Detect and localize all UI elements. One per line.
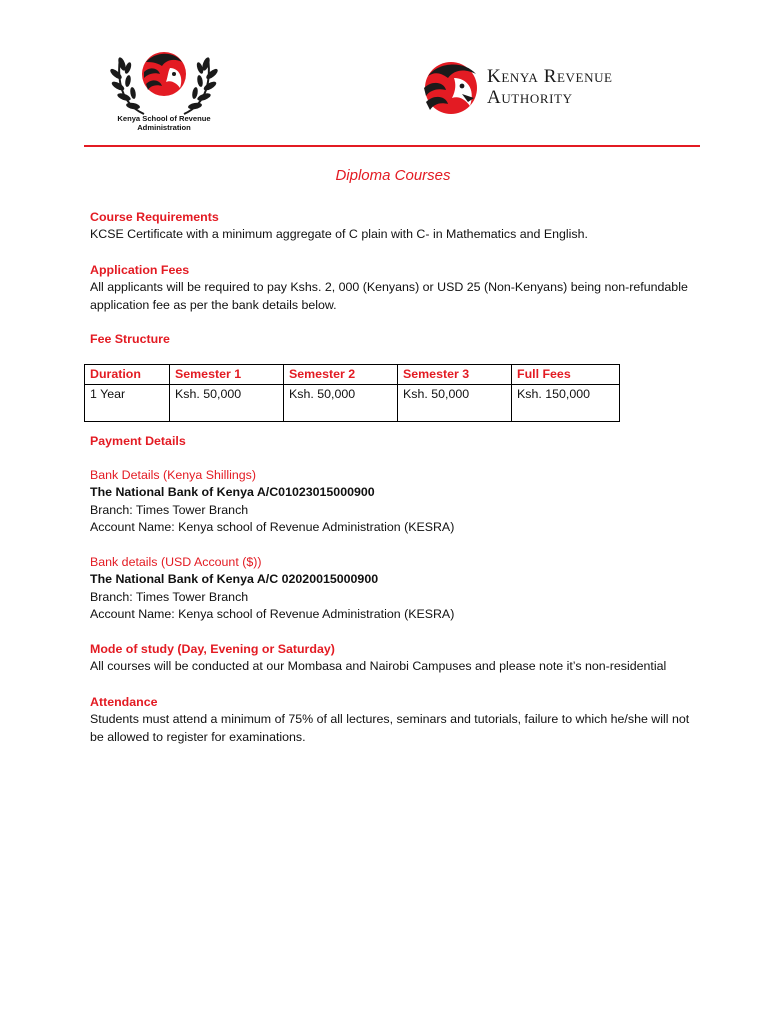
- kra-name-line1: Kenya Revenue: [487, 66, 613, 87]
- column-header: Semester 1: [170, 365, 284, 385]
- bank-usd-heading: Bank details (USD Account ($)): [90, 555, 262, 569]
- header-divider: [84, 145, 700, 147]
- application-fees-heading: Application Fees: [90, 263, 190, 277]
- fee-structure-heading: Fee Structure: [90, 332, 170, 346]
- table-row: [85, 385, 620, 422]
- course-requirements-heading: Course Requirements: [90, 210, 219, 224]
- mode-of-study-text: All courses will be conducted at our Mombasa and Nairobi Campuses and please note it’s non-residential: [90, 659, 667, 673]
- column-header: Semester 3: [398, 365, 512, 385]
- bank-usd-account-name: Account Name: Kenya school of Revenue Administration (KESRA): [90, 607, 455, 621]
- table-cell: Ksh. 50,000: [398, 385, 512, 422]
- bank-kes-account-name: Account Name: Kenya school of Revenue Administration (KESRA): [90, 520, 455, 534]
- bank-kes-branch: Branch: Times Tower Branch: [90, 503, 249, 517]
- bank-kes-heading: Bank Details (Kenya Shillings): [90, 468, 256, 482]
- table-cell: Ksh. 50,000: [284, 385, 398, 422]
- column-header: Duration: [85, 365, 170, 385]
- attendance-heading: Attendance: [90, 695, 158, 709]
- fee-structure-table: [84, 364, 620, 422]
- mode-of-study-heading: Mode of study (Day, Evening or Saturday): [90, 642, 335, 656]
- table-cell: Ksh. 50,000: [170, 385, 284, 422]
- kesra-logo-name: Kenya School of Revenue Administration: [117, 114, 211, 132]
- application-fees-text: All applicants will be required to pay Kshs. 2, 000 (Kenyans) or USD 25 (Non-Kenyans) being non-refundable application fee as per the bank details below.: [90, 280, 688, 312]
- bank-kes-account: The National Bank of Kenya A/C01023015000900: [90, 485, 375, 499]
- table-header-row: [85, 365, 620, 385]
- payment-details-heading: Payment Details: [90, 434, 186, 448]
- course-requirements-text: KCSE Certificate with a minimum aggregate of C plain with C- in Mathematics and English.: [90, 227, 588, 241]
- bank-usd-account: The National Bank of Kenya A/C 02020015000900: [90, 572, 379, 586]
- column-header: Full Fees: [512, 365, 620, 385]
- kra-name-line2: Authority: [487, 87, 573, 108]
- column-header: Semester 2: [284, 365, 398, 385]
- table-cell: 1 Year: [85, 385, 170, 422]
- kra-logo-name: [487, 66, 613, 108]
- bank-usd-branch: Branch: Times Tower Branch: [90, 590, 249, 604]
- kra-lion-emblem: [418, 58, 484, 118]
- table-cell: Ksh. 150,000: [512, 385, 620, 422]
- attendance-text: Students must attend a minimum of 75% of all lectures, seminars and tutorials, failure to which he/she will not be allowed to register for examinations.: [90, 712, 690, 744]
- document-title: Diploma Courses: [335, 167, 451, 184]
